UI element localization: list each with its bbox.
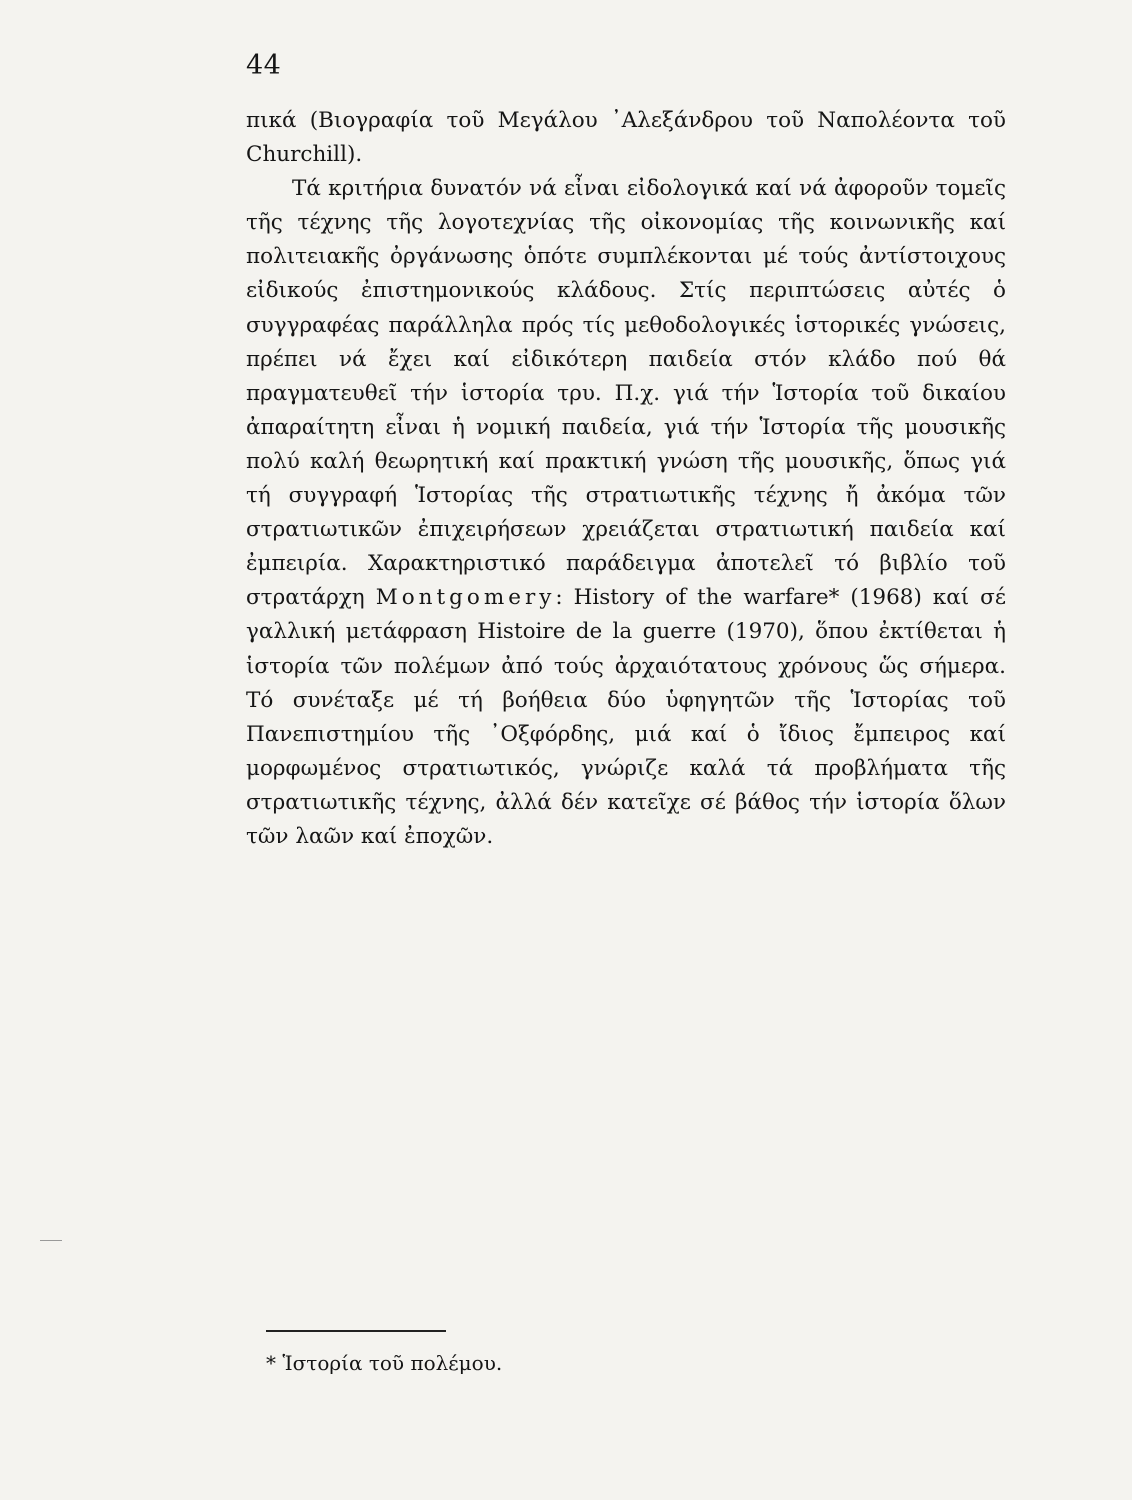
author-name-spaced: Montgomery [375, 585, 556, 611]
paragraph-criteria-text-start: Τά κριτήρια δυνατόν νά εἶναι εἰδολογικά καί νά ἀφοροῦν τομεῖς τῆς τέχνης τῆς λογοτεχνίας τῆς οἰκονομίας τῆς κοινωνικῆς καί πολιτειακῆς ὀργάνωσης ὁπότε συμπλέκονται μέ τούς ἀντίστοιχους εἰδικούς ἐπιστημονικούς κλάδους. Στίς περιπτώσεις αὐτές ὁ συγγραφέας παράλληλα πρός τίς μεθοδολογικές ἱστορικές γνώσεις, πρέπει νά ἔχει καί εἰδικότερη παιδεία στόν κλάδο πού θά πραγματευθεῖ τήν ἱστορία τρυ. Π.χ. γιά τήν Ἱστορία τοῦ δικαίου ἀπαραίτητη εἶναι ἡ νομική παιδεία, γιά τήν Ἱστορία τῆς μουσικῆς πολύ καλή θεωρητική καί πρακτική γνώση τῆς μουσικῆς, ὅπως γιά τή συγγραφή Ἱστορίας τῆς στρατιωτικῆς τέχνης ἤ ἀκόμα τῶν στρατιωτικῶν ἐπιχειρήσεων χρειάζεται στρατιωτική παιδεία καί ἐμπειρία. Χαρακτηριστικό παράδειγμα ἀποτελεῖ τό βιβλίο τοῦ στρατάρχη [246, 176, 1006, 611]
margin-mark [40, 1240, 62, 1241]
body-text [246, 104, 1006, 854]
paragraph-criteria [246, 172, 1006, 854]
footnote-divider [266, 1330, 446, 1332]
page-number: 44 [246, 50, 282, 81]
paragraph-continued: πικά (Βιογραφία τοῦ Μεγάλου ᾿Αλεξάνδρου τοῦ Ναπολέοντα τοῦ Churchill). [246, 108, 1006, 168]
footnote: * Ἱστορία τοῦ πολέμου. [266, 1351, 503, 1375]
paragraph-criteria-text-end: : History of the warfare* (1968) καί σέ γαλλική μετάφραση Histoire de la guerre (1970), ὅπου ἐκτίθεται ἡ ἱστορία τῶν πολέμων ἀπό τούς ἀρχαιότατους χρόνους ὥς σήμερα. Τό συνέταξε μέ τή βοήθεια δύο ὑφηγητῶν τῆς Ἱστορίας τοῦ Πανεπιστημίου τῆς ᾿Οξφόρδης, μιά καί ὁ ἴδιος ἔμπειρος καί μορφωμένος στρατιωτικός, γνώριζε καλά τά προβλήματα τῆς στρατιωτικῆς τέχνης, ἀλλά δέν κατεῖχε σέ βάθος τήν ἱστορία ὅλων τῶν λαῶν καί ἐποχῶν. [246, 585, 1006, 849]
